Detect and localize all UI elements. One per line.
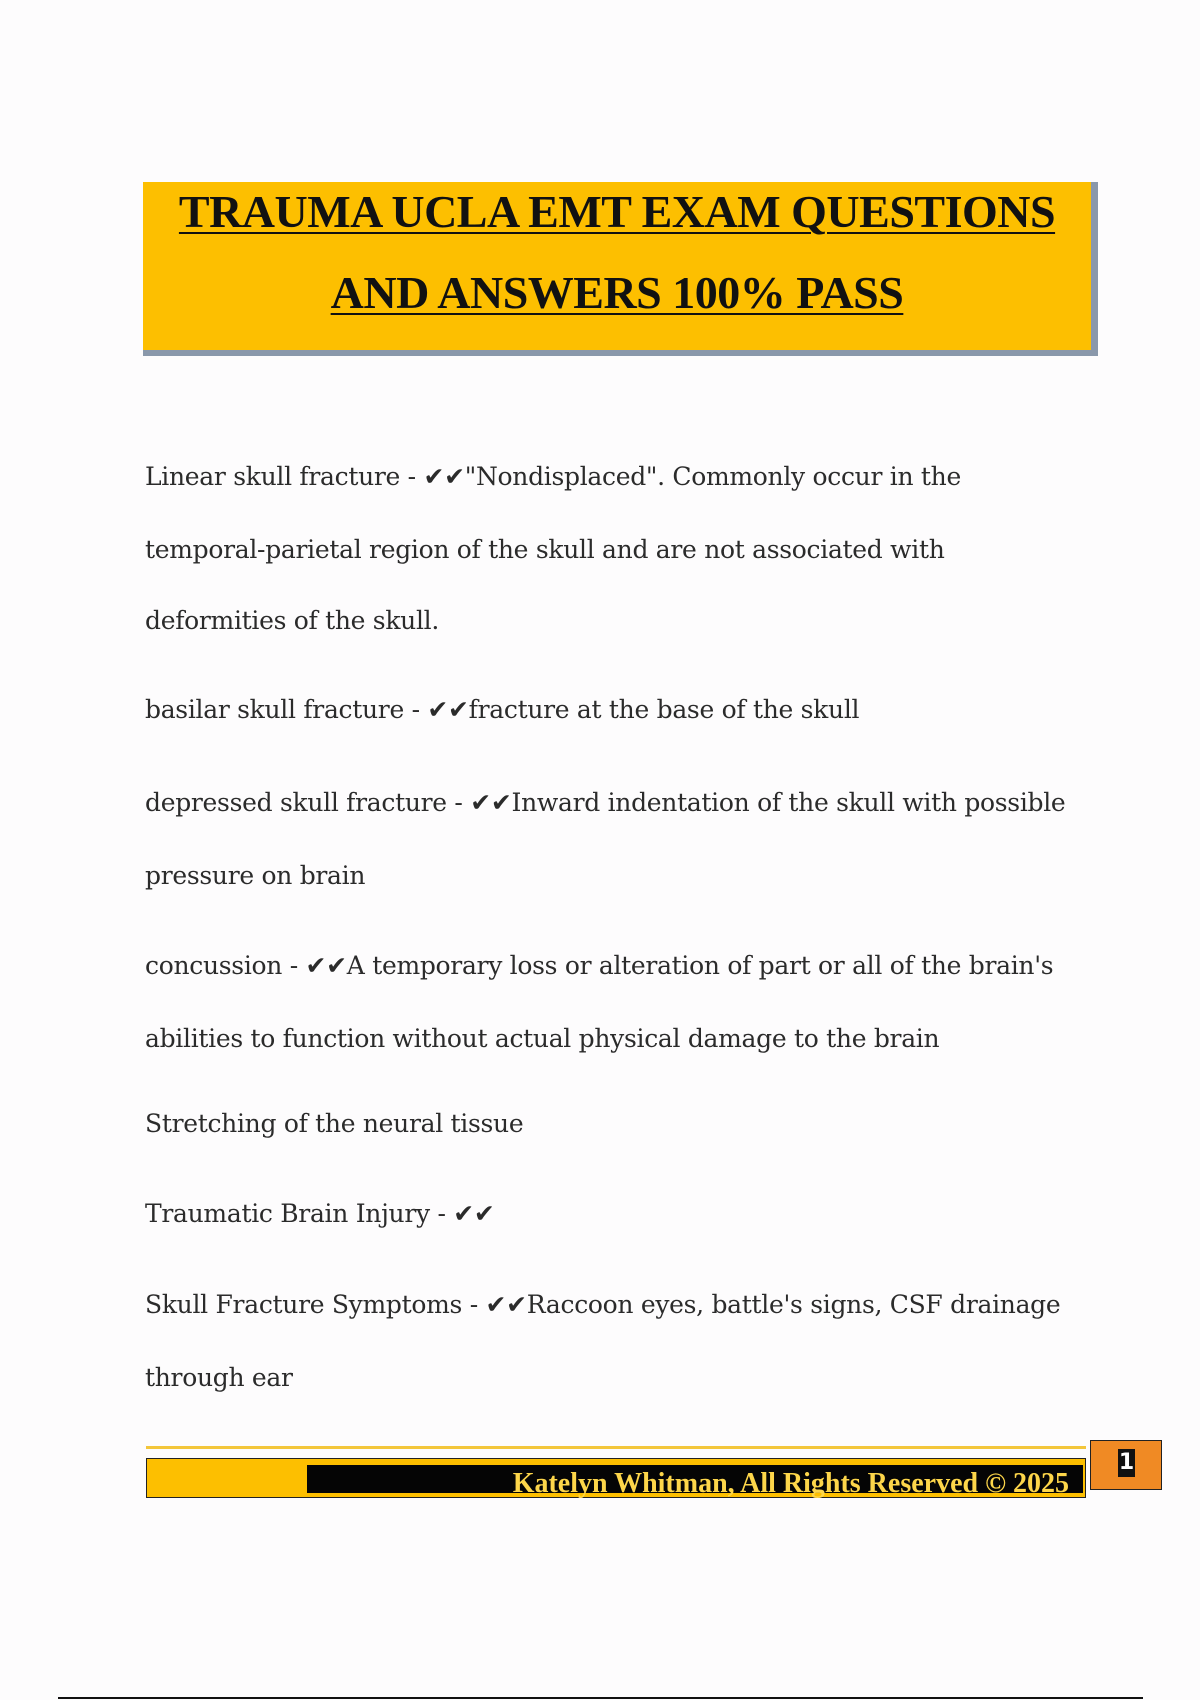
paragraph-line: depressed skull fracture - ✔✔Inward indentation of the skull with possible <box>145 788 1066 817</box>
footer-bar <box>146 1458 1086 1498</box>
footer-copyright-band <box>307 1465 1083 1499</box>
paragraph-line: concussion - ✔✔A temporary loss or alteration of part or all of the brain's <box>145 951 1054 980</box>
paragraph-line: Stretching of the neural tissue <box>145 1109 524 1138</box>
paragraph-line: abilities to function without actual physical damage to the brain <box>145 1024 940 1053</box>
paragraph-line: pressure on brain <box>145 861 366 890</box>
document-title-line-1: TRAUMA UCLA EMT EXAM QUESTIONS <box>178 186 1056 237</box>
page-number: 1 <box>1118 1450 1135 1475</box>
paragraph-line: through ear <box>145 1363 293 1392</box>
footer-copyright: Katelyn Whitman, All Rights Reserved © 2025 <box>512 1468 1069 1499</box>
paragraph-line: Skull Fracture Symptoms - ✔✔Raccoon eyes, battle's signs, CSF drainage <box>145 1290 1061 1319</box>
paragraph-line: Linear skull fracture - ✔✔"Nondisplaced". Commonly occur in the <box>145 462 961 491</box>
footer-divider <box>146 1446 1086 1449</box>
paragraph-line: deformities of the skull. <box>145 606 440 635</box>
document-title-line-2: AND ANSWERS 100% PASS <box>330 267 904 318</box>
paragraph-line: basilar skull fracture - ✔✔fracture at the base of the skull <box>145 695 860 724</box>
paragraph-line: Traumatic Brain Injury - ✔✔ <box>145 1199 495 1228</box>
page-number-box <box>1090 1440 1162 1490</box>
title-banner <box>143 182 1098 356</box>
page-bottom-divider <box>58 1697 1143 1699</box>
paragraph-line: temporal-parietal region of the skull and are not associated with <box>145 535 945 564</box>
